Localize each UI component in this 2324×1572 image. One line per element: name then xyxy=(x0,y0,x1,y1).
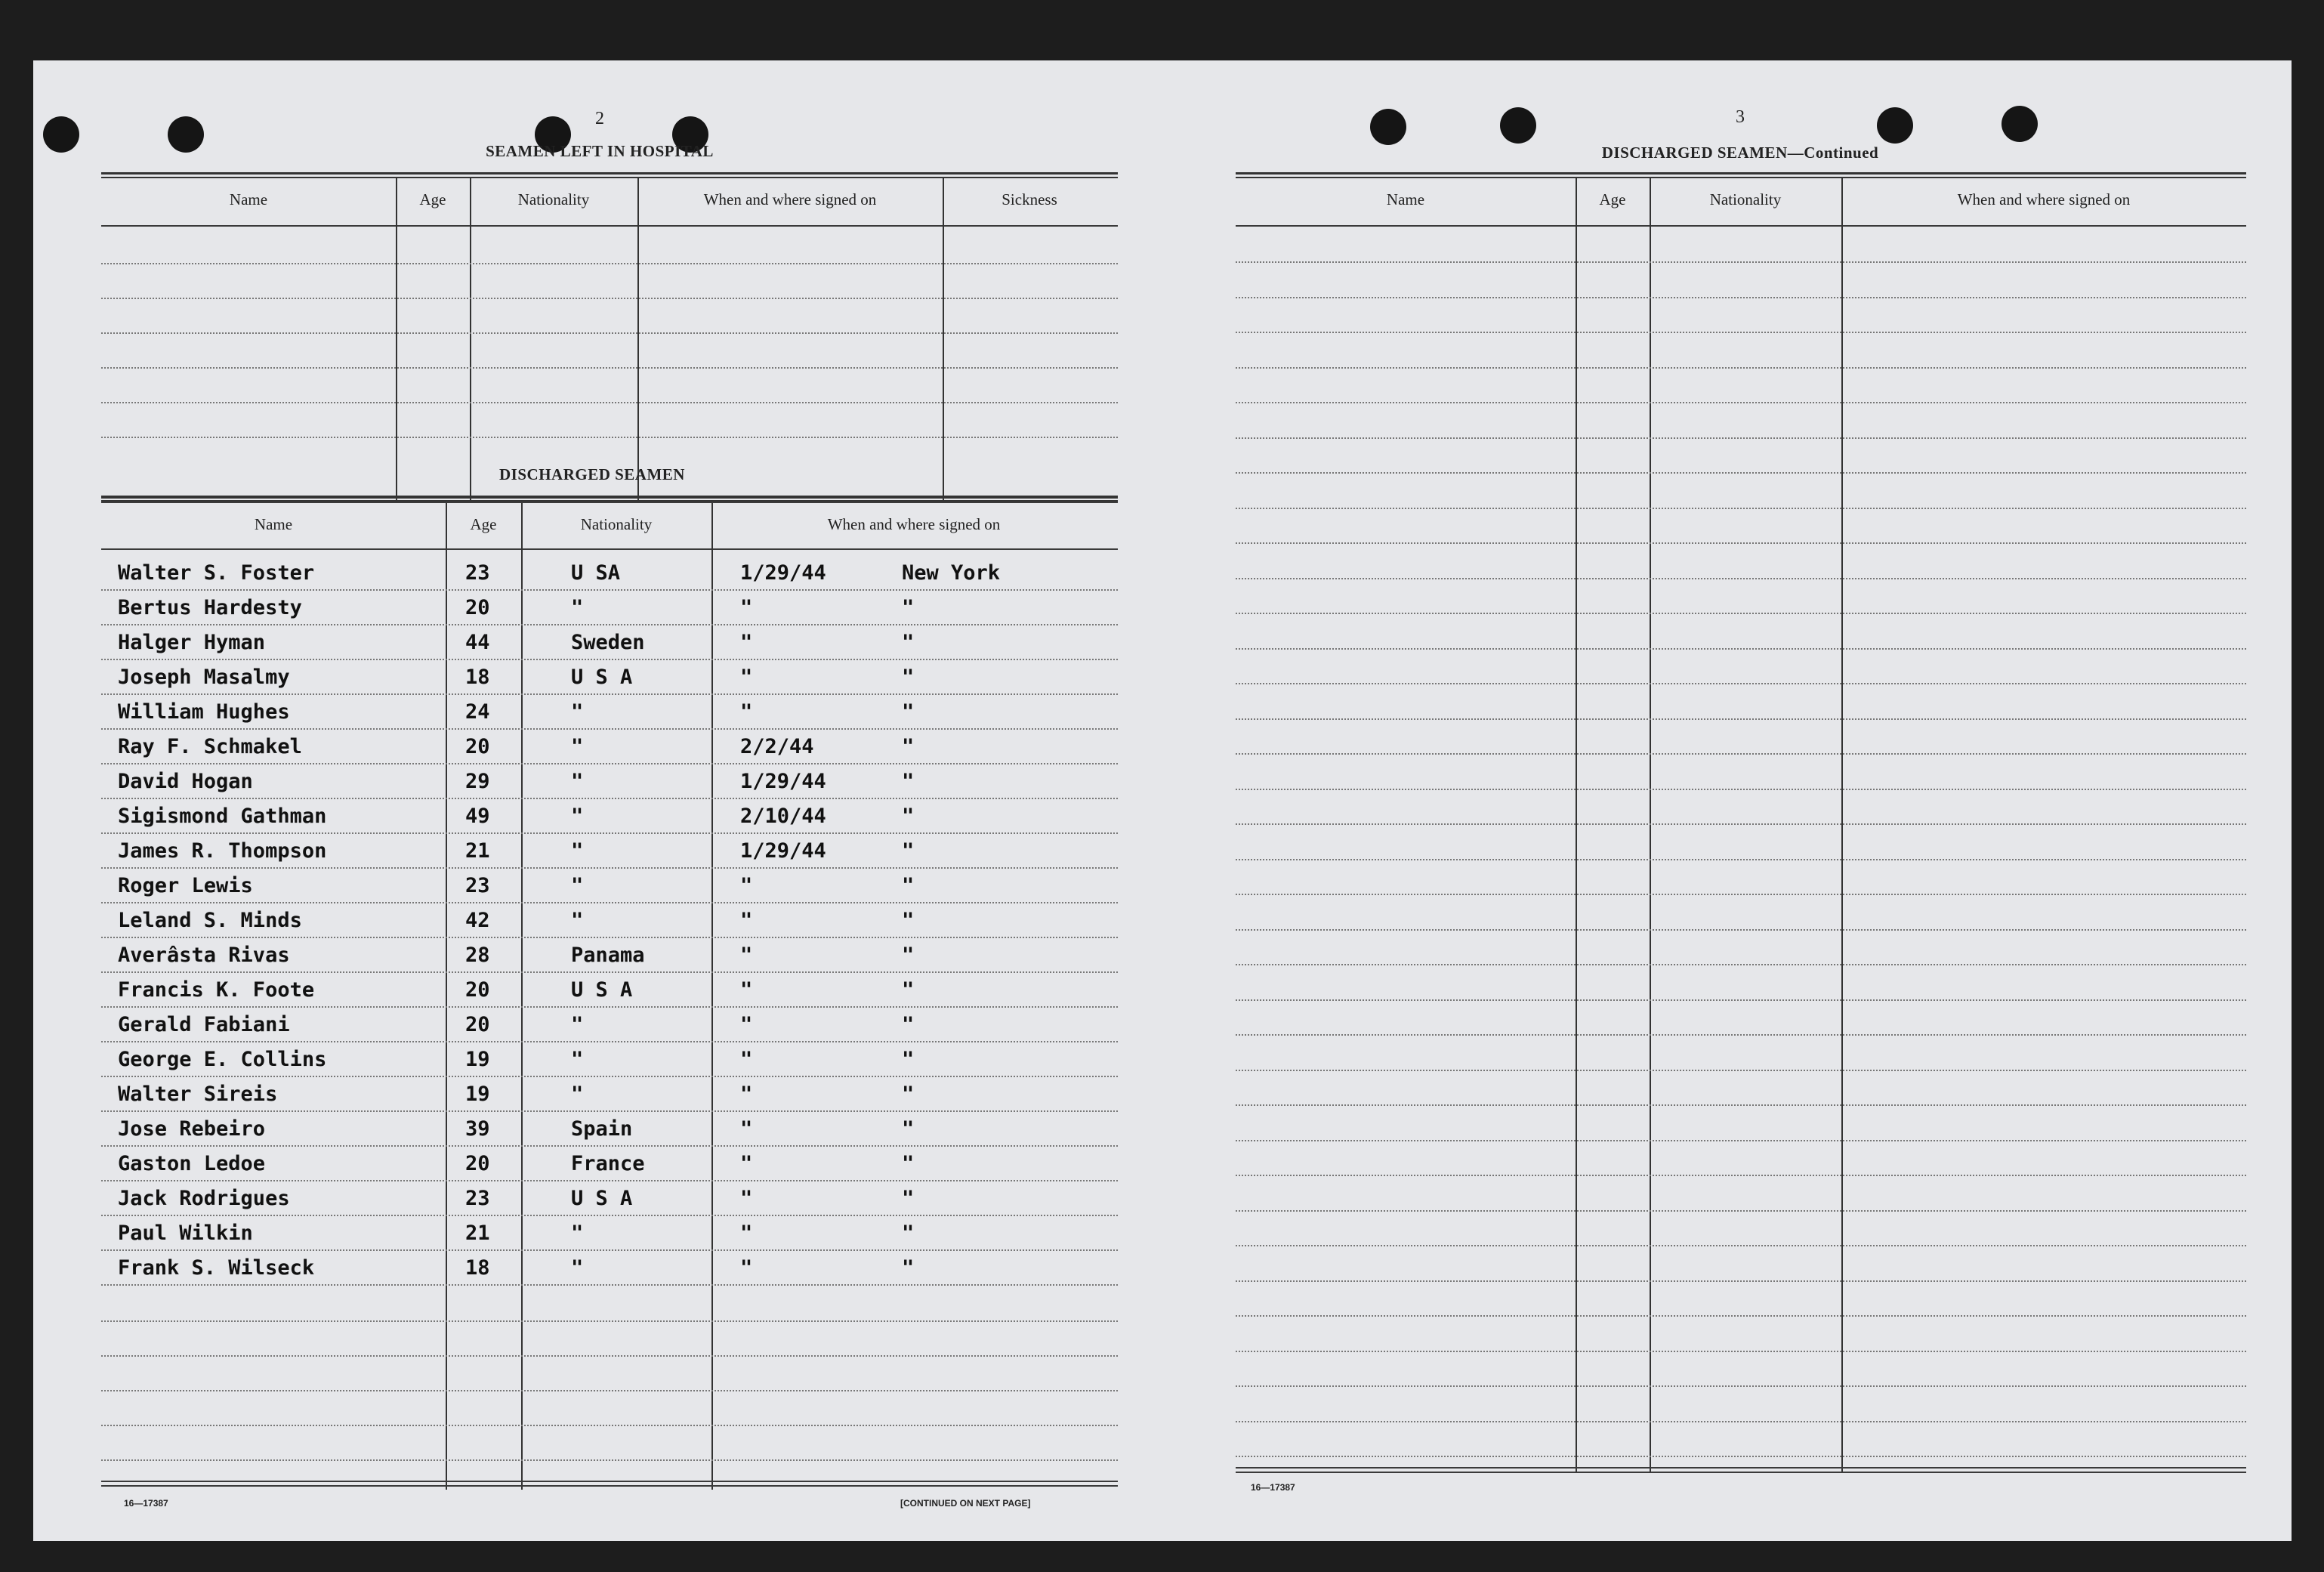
name-cell: Gaston Ledoe xyxy=(118,1152,266,1175)
name-cell: Averâsta Rivas xyxy=(118,944,290,967)
header-name: Name xyxy=(254,515,293,533)
table-row xyxy=(33,1252,1121,1287)
nationality-cell: " xyxy=(571,1221,584,1245)
row-rule xyxy=(1236,1140,2246,1141)
header-age: Age xyxy=(1599,190,1626,208)
table-row xyxy=(33,696,1121,731)
table-row xyxy=(33,1113,1121,1148)
age-cell: 39 xyxy=(465,1117,490,1141)
punch-hole xyxy=(43,116,79,153)
row-rule xyxy=(101,867,1118,869)
age-cell: 44 xyxy=(465,631,490,654)
table-row xyxy=(33,1218,1121,1252)
row-rule xyxy=(1236,332,2246,333)
date-cell: 2/2/44 xyxy=(740,735,814,758)
name-cell: Gerald Fabiani xyxy=(118,1013,290,1036)
nationality-cell: " xyxy=(571,1082,584,1106)
table-row xyxy=(33,731,1121,766)
col-divider xyxy=(470,178,471,500)
name-cell: Paul Wilkin xyxy=(118,1221,253,1245)
row-rule xyxy=(101,624,1118,625)
table-row xyxy=(33,835,1121,870)
date-cell: 1/29/44 xyxy=(740,561,826,585)
row-rule xyxy=(1236,789,2246,790)
row-rule xyxy=(1236,1034,2246,1036)
right-table-bottom-rule xyxy=(1236,1472,2246,1473)
col-divider xyxy=(637,178,639,500)
place-cell: " xyxy=(902,909,915,932)
date-cell: " xyxy=(740,596,753,619)
nationality-cell: " xyxy=(571,596,584,619)
punch-hole xyxy=(1370,109,1406,145)
date-cell: " xyxy=(740,1013,753,1036)
row-rule xyxy=(101,589,1118,591)
date-cell: " xyxy=(740,1221,753,1245)
row-rule xyxy=(1236,1175,2246,1176)
table-row xyxy=(33,974,1121,1009)
age-cell: 24 xyxy=(465,700,490,724)
row-rule xyxy=(101,1180,1118,1181)
table-row xyxy=(33,1148,1121,1183)
table-row xyxy=(33,766,1121,801)
row-rule xyxy=(1236,718,2246,720)
col-divider xyxy=(943,178,944,500)
age-cell: 19 xyxy=(465,1082,490,1106)
table-row xyxy=(33,870,1121,905)
name-cell: George E. Collins xyxy=(118,1048,327,1071)
header-age: Age xyxy=(470,515,497,533)
place-cell: " xyxy=(902,874,915,897)
row-rule xyxy=(101,763,1118,764)
age-cell: 20 xyxy=(465,1013,490,1036)
nationality-cell: " xyxy=(571,874,584,897)
place-cell: " xyxy=(902,1048,915,1071)
row-rule xyxy=(1236,1385,2246,1387)
row-rule xyxy=(101,437,1118,438)
header-signed-on: When and where signed on xyxy=(827,515,1001,533)
row-rule xyxy=(101,1215,1118,1216)
row-rule xyxy=(101,1110,1118,1112)
discharged-section-title: DISCHARGED SEAMEN xyxy=(499,465,685,483)
nationality-cell: " xyxy=(571,770,584,793)
name-cell: Bertus Hardesty xyxy=(118,596,302,619)
place-cell: " xyxy=(902,805,915,828)
punch-hole xyxy=(1877,107,1913,144)
nationality-cell: " xyxy=(571,1013,584,1036)
row-rule xyxy=(101,659,1118,660)
nationality-cell: " xyxy=(571,700,584,724)
row-rule xyxy=(101,298,1118,299)
row-rule xyxy=(101,1355,1118,1357)
row-rule xyxy=(1236,683,2246,684)
age-cell: 42 xyxy=(465,909,490,932)
name-cell: William Hughes xyxy=(118,700,290,724)
name-cell: Sigismond Gathman xyxy=(118,805,327,828)
row-rule xyxy=(1236,297,2246,298)
age-cell: 20 xyxy=(465,596,490,619)
row-rule xyxy=(1236,1315,2246,1317)
right-table-bottom-rule xyxy=(1236,1467,2246,1469)
row-rule xyxy=(1236,859,2246,860)
table-row xyxy=(33,557,1121,592)
date-cell: " xyxy=(740,1117,753,1141)
header-signed-on: When and where signed on xyxy=(703,190,877,208)
age-cell: 20 xyxy=(465,978,490,1002)
row-rule xyxy=(101,693,1118,695)
right-table-top-rule xyxy=(1236,172,2246,178)
row-rule xyxy=(1236,999,2246,1001)
header-name: Name xyxy=(1386,190,1425,208)
continued-note: [CONTINUED ON NEXT PAGE] xyxy=(900,1498,1031,1509)
page-number: 2 xyxy=(595,109,604,128)
place-cell: " xyxy=(902,1256,915,1280)
row-rule xyxy=(101,1320,1118,1322)
nationality-cell: Panama xyxy=(571,944,645,967)
row-rule xyxy=(1236,1104,2246,1106)
row-rule xyxy=(101,332,1118,334)
place-cell: " xyxy=(902,1082,915,1106)
row-rule xyxy=(101,1390,1118,1391)
row-rule xyxy=(1236,648,2246,650)
row-rule xyxy=(1236,964,2246,965)
row-rule xyxy=(1236,1280,2246,1282)
date-cell: " xyxy=(740,700,753,724)
row-rule xyxy=(1236,542,2246,544)
punch-hole xyxy=(1500,107,1536,144)
name-cell: Walter Sireis xyxy=(118,1082,278,1106)
age-cell: 21 xyxy=(465,1221,490,1245)
place-cell: " xyxy=(902,770,915,793)
hospital-header-rule xyxy=(101,225,1118,227)
nationality-cell: Spain xyxy=(571,1117,633,1141)
row-rule xyxy=(101,832,1118,834)
right-header-rule xyxy=(1236,225,2246,227)
place-cell: " xyxy=(902,1152,915,1175)
table-row xyxy=(33,592,1121,627)
date-cell: " xyxy=(740,1048,753,1071)
header-nationality: Nationality xyxy=(580,515,653,533)
place-cell: " xyxy=(902,1117,915,1141)
form-number: 16—17387 xyxy=(1251,1482,1295,1493)
place-cell: " xyxy=(902,978,915,1002)
age-cell: 23 xyxy=(465,561,490,585)
nationality-cell: " xyxy=(571,839,584,863)
age-cell: 28 xyxy=(465,944,490,967)
discharged-table-bottom-rule xyxy=(101,1481,1118,1482)
nationality-cell: " xyxy=(571,1048,584,1071)
age-cell: 18 xyxy=(465,1256,490,1280)
header-name: Name xyxy=(229,190,268,208)
row-rule xyxy=(1236,1245,2246,1246)
name-cell: Leland S. Minds xyxy=(118,909,302,932)
row-rule xyxy=(1236,613,2246,614)
nationality-cell: " xyxy=(571,805,584,828)
name-cell: Jack Rodrigues xyxy=(118,1187,290,1210)
row-rule xyxy=(1236,753,2246,755)
row-rule xyxy=(101,402,1118,403)
nationality-cell: France xyxy=(571,1152,645,1175)
table-row xyxy=(33,905,1121,940)
place-cell: New York xyxy=(902,561,1001,585)
place-cell: " xyxy=(902,700,915,724)
row-rule xyxy=(1236,929,2246,931)
header-sickness: Sickness xyxy=(1002,190,1057,208)
place-cell: " xyxy=(902,735,915,758)
nationality-cell: U S A xyxy=(571,978,633,1002)
row-rule xyxy=(101,728,1118,730)
place-cell: " xyxy=(902,596,915,619)
header-age: Age xyxy=(419,190,446,208)
page-number: 3 xyxy=(1736,107,1745,127)
row-rule xyxy=(101,1459,1118,1461)
nationality-cell: U SA xyxy=(571,561,621,585)
table-row xyxy=(33,1044,1121,1079)
punch-hole xyxy=(168,116,204,153)
header-nationality: Nationality xyxy=(1709,190,1782,208)
name-cell: Frank S. Wilseck xyxy=(118,1256,315,1280)
name-cell: Jose Rebeiro xyxy=(118,1117,266,1141)
hospital-table-top-rule xyxy=(101,172,1118,178)
age-cell: 23 xyxy=(465,874,490,897)
name-cell: Francis K. Foote xyxy=(118,978,315,1002)
place-cell: " xyxy=(902,839,915,863)
col-divider xyxy=(1650,178,1651,1472)
header-signed-on: When and where signed on xyxy=(1957,190,2131,208)
table-row xyxy=(33,801,1121,835)
row-rule xyxy=(101,937,1118,938)
row-rule xyxy=(101,1145,1118,1147)
age-cell: 49 xyxy=(465,805,490,828)
nationality-cell: " xyxy=(571,735,584,758)
row-rule xyxy=(1236,1421,2246,1422)
date-cell: " xyxy=(740,909,753,932)
name-cell: Ray F. Schmakel xyxy=(118,735,302,758)
nationality-cell: Sweden xyxy=(571,631,645,654)
age-cell: 21 xyxy=(465,839,490,863)
table-row xyxy=(33,662,1121,696)
place-cell: " xyxy=(902,1013,915,1036)
row-rule xyxy=(101,1284,1118,1286)
nationality-cell: U S A xyxy=(571,1187,633,1210)
header-nationality: Nationality xyxy=(517,190,590,208)
place-cell: " xyxy=(902,944,915,967)
hospital-section-title: SEAMEN LEFT IN HOSPITAL xyxy=(486,142,714,160)
table-row xyxy=(33,1009,1121,1044)
paper-sheet xyxy=(33,60,2292,1541)
row-rule xyxy=(1236,1210,2246,1212)
date-cell: " xyxy=(740,666,753,689)
date-cell: 2/10/44 xyxy=(740,805,826,828)
table-row xyxy=(33,627,1121,662)
row-rule xyxy=(101,1041,1118,1042)
age-cell: 20 xyxy=(465,1152,490,1175)
table-row xyxy=(33,1079,1121,1113)
name-cell: Roger Lewis xyxy=(118,874,253,897)
place-cell: " xyxy=(902,631,915,654)
place-cell: " xyxy=(902,1221,915,1245)
row-rule xyxy=(1236,437,2246,439)
age-cell: 29 xyxy=(465,770,490,793)
row-rule xyxy=(1236,472,2246,474)
row-rule xyxy=(1236,402,2246,403)
row-rule xyxy=(1236,578,2246,579)
row-rule xyxy=(1236,508,2246,509)
row-rule xyxy=(1236,823,2246,825)
date-cell: " xyxy=(740,874,753,897)
nationality-cell: U S A xyxy=(571,666,633,689)
date-cell: " xyxy=(740,1152,753,1175)
row-rule xyxy=(1236,1456,2246,1457)
table-row xyxy=(33,940,1121,974)
row-rule xyxy=(1236,367,2246,369)
row-rule xyxy=(101,971,1118,973)
row-rule xyxy=(1236,1351,2246,1352)
date-cell: " xyxy=(740,631,753,654)
date-cell: 1/29/44 xyxy=(740,770,826,793)
row-rule xyxy=(1236,894,2246,895)
punch-hole xyxy=(2001,106,2038,142)
age-cell: 18 xyxy=(465,666,490,689)
row-rule xyxy=(101,367,1118,369)
row-rule xyxy=(101,798,1118,799)
row-rule xyxy=(101,263,1118,264)
name-cell: Joseph Masalmy xyxy=(118,666,290,689)
table-row xyxy=(33,1183,1121,1218)
discharged-continued-title: DISCHARGED SEAMEN—Continued xyxy=(1601,144,1879,162)
date-cell: " xyxy=(740,1187,753,1210)
date-cell: " xyxy=(740,944,753,967)
place-cell: " xyxy=(902,666,915,689)
nationality-cell: " xyxy=(571,909,584,932)
discharged-table-top-rule xyxy=(101,496,1118,502)
row-rule xyxy=(1236,1070,2246,1071)
discharged-header-rule xyxy=(101,548,1118,550)
col-divider xyxy=(396,178,397,500)
name-cell: Walter S. Foster xyxy=(118,561,315,585)
name-cell: James R. Thompson xyxy=(118,839,327,863)
col-divider xyxy=(1841,178,1843,1472)
row-rule xyxy=(101,902,1118,903)
name-cell: David Hogan xyxy=(118,770,253,793)
row-rule xyxy=(101,1425,1118,1426)
date-cell: 1/29/44 xyxy=(740,839,826,863)
date-cell: " xyxy=(740,1256,753,1280)
col-divider xyxy=(1576,178,1577,1472)
row-rule xyxy=(101,1006,1118,1008)
age-cell: 23 xyxy=(465,1187,490,1210)
nationality-cell: " xyxy=(571,1256,584,1280)
name-cell: Halger Hyman xyxy=(118,631,266,654)
date-cell: " xyxy=(740,978,753,1002)
discharged-table-bottom-rule xyxy=(101,1485,1118,1487)
row-rule xyxy=(101,1249,1118,1251)
age-cell: 20 xyxy=(465,735,490,758)
place-cell: " xyxy=(902,1187,915,1210)
age-cell: 19 xyxy=(465,1048,490,1071)
date-cell: " xyxy=(740,1082,753,1106)
row-rule xyxy=(1236,261,2246,263)
form-number: 16—17387 xyxy=(124,1498,168,1509)
hospital-table-bottom-rule xyxy=(101,502,1118,503)
row-rule xyxy=(101,1076,1118,1077)
